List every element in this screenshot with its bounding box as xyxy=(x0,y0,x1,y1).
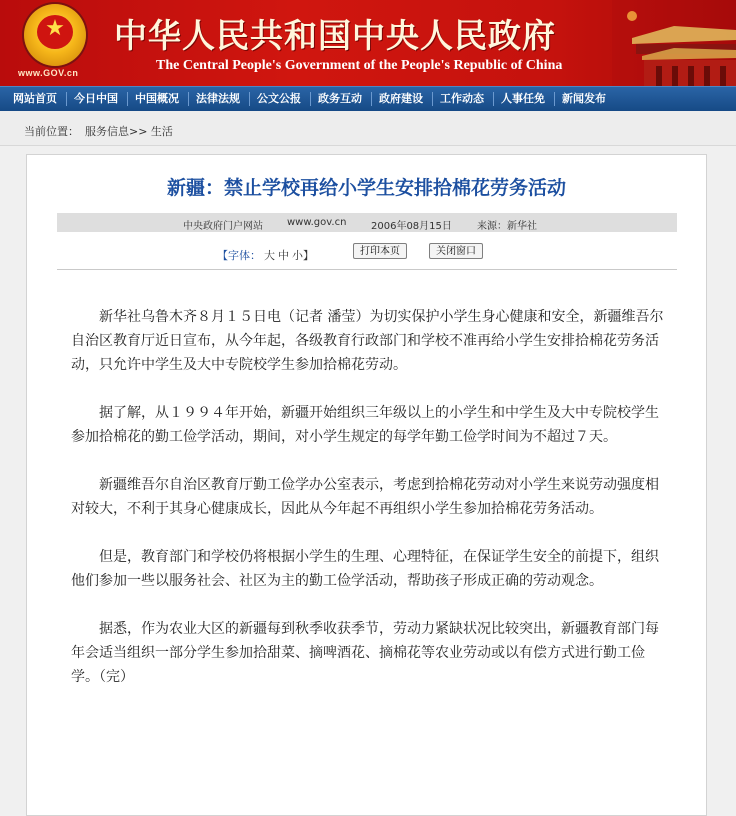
article-paragraph: 据了解，从１９９４年开始，新疆开始组织三年级以上的小学生和中学生及大中专院校学生参加拾棉花的勤工俭学活动，期间，对小学生规定的每学年勤工俭学时间为不超过７天。 xyxy=(71,405,659,445)
nav-item-home[interactable]: 网站首页 xyxy=(6,92,67,106)
font-size-small[interactable]: 小】 xyxy=(292,249,314,262)
breadcrumb-bar xyxy=(0,111,736,146)
nav-item-government-building[interactable]: 政府建设 xyxy=(372,92,433,106)
site-url-label: www.gov.cn xyxy=(287,217,347,228)
nav-item-laws[interactable]: 法律法规 xyxy=(189,92,250,106)
national-emblem-icon[interactable]: ★ xyxy=(24,4,86,66)
print-page-button[interactable]: 打印本页 xyxy=(353,243,407,259)
font-size-label: 【字体： xyxy=(217,249,261,262)
nav-item-china-overview[interactable]: 中国概况 xyxy=(128,92,189,106)
news-source: 来源：新华社 xyxy=(477,221,537,232)
site-banner xyxy=(0,0,736,86)
article-meta-bar xyxy=(57,213,677,232)
publish-date: 2006年08月15日 xyxy=(371,221,452,232)
article-paragraph: 据悉，作为农业大区的新疆每到秋季收获季节，劳动力紧缺状况比较突出，新疆教育部门每年会适当组织一部分学生参加拾甜菜、摘啤酒花、摘棉花等农业劳动或以有偿方式进行勤工俭学。（完） xyxy=(71,621,659,685)
tiananmen-gate-icon xyxy=(612,0,736,86)
breadcrumb-prefix: 当前位置： xyxy=(24,125,79,138)
divider xyxy=(57,269,677,270)
article-body xyxy=(71,305,665,713)
font-size-control xyxy=(217,247,314,263)
site-title-english: The Central People's Government of the People's Republic of China xyxy=(156,58,563,73)
main-navigation xyxy=(0,86,736,112)
article-title: 新疆：禁止学校再给小学生安排拾棉花劳务活动 xyxy=(166,177,566,199)
article-paragraph: 新华社乌鲁木齐８月１５日电（记者 潘莹）为切实保护小学生身心健康和安全，新疆维吾尔自治区教育厅近日宣布，从今年起，各级教育行政部门和学校不准再给小学生安排拾棉花劳务活动，只允许中学生及大中专院校学生参加拾棉花劳动。 xyxy=(71,309,664,373)
article-paragraph: 新疆维吾尔自治区教育厅勤工俭学办公室表示，考虑到拾棉花劳动对小学生来说劳动强度相对较大，不利于其身心健康成长，因此从今年起不再组织小学生参加拾棉花劳务活动。 xyxy=(71,477,659,517)
nav-item-documents[interactable]: 公文公报 xyxy=(250,92,311,106)
nav-item-appointments[interactable]: 人事任免 xyxy=(494,92,555,106)
source-site-label: 中央政府门户网站 xyxy=(183,221,263,232)
breadcrumb-path[interactable]: 服务信息>> 生活 xyxy=(85,125,173,138)
nav-item-work-updates[interactable]: 工作动态 xyxy=(433,92,494,106)
nav-item-interaction[interactable]: 政务互动 xyxy=(311,92,372,106)
article-toolbar xyxy=(27,243,706,263)
site-domain-label: www.GOV.cn xyxy=(18,68,79,78)
close-window-button[interactable]: 关闭窗口 xyxy=(429,243,483,259)
site-title-chinese: 中华人民共和国中央人民政府 xyxy=(114,16,556,55)
font-size-large[interactable]: 大 xyxy=(264,249,275,262)
nav-item-china-today[interactable]: 今日中国 xyxy=(67,92,128,106)
breadcrumb xyxy=(24,123,179,139)
article-panel xyxy=(26,154,707,816)
article-paragraph: 但是，教育部门和学校仍将根据小学生的生理、心理特征，在保证学生安全的前提下，组织他们参加一些以服务社会、社区为主的勤工俭学活动，帮助孩子形成正确的劳动观念。 xyxy=(71,549,659,589)
nav-item-press-release[interactable]: 新闻发布 xyxy=(562,92,606,105)
font-size-medium[interactable]: 中 xyxy=(278,249,289,262)
